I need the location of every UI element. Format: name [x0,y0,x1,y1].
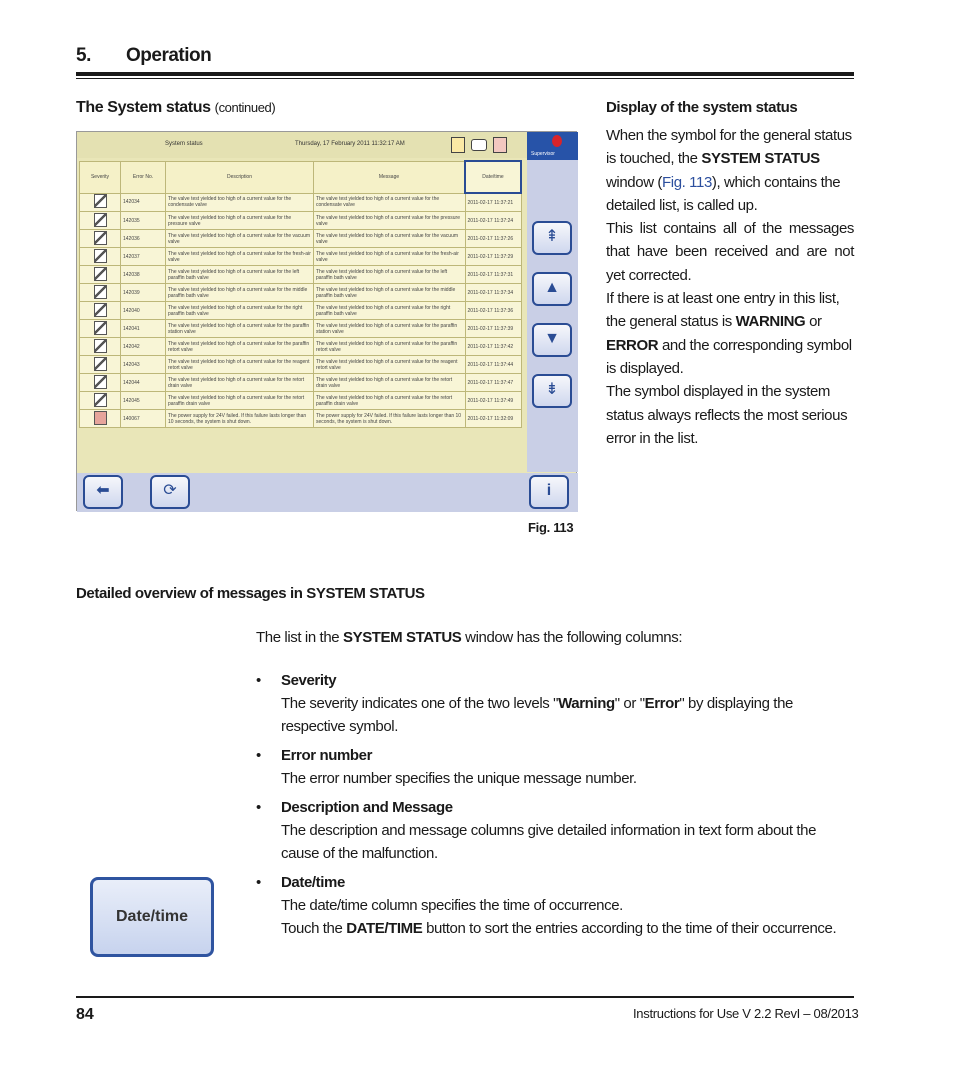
error-number-cell: 142036 [121,230,166,248]
table-row[interactable] [80,320,522,338]
warning-icon [94,194,107,208]
table-row[interactable] [80,212,522,230]
col-severity: Severity [80,161,121,193]
severity-cell [80,356,121,374]
message-cell: The valve test yielded too high of a current value for the condensate valve [314,193,466,212]
chapter-title: Operation [126,45,212,66]
date-time-cell: 2011-02-17 11:37:21 [465,193,521,212]
error-number-cell: 140067 [121,410,166,428]
date-time-cell: 2011-02-17 11:37:26 [465,230,521,248]
header-rule [76,72,854,76]
severity-cell [80,302,121,320]
message-cell: The valve test yielded too high of a current value for the retort paraffin drain valve [314,392,466,410]
right-column-text [606,124,854,450]
warning-icon [94,267,107,281]
severity-cell [80,410,121,428]
table-row[interactable] [80,248,522,266]
message-cell: The valve test yielded too high of a current value for the vacuum valve [314,230,466,248]
warning-icon [94,393,107,407]
description-cell: The valve test yielded too high of a current value for the retort drain valve [166,374,314,392]
message-cell: The valve test yielded too high of a current value for the middle paraffin bath valve [314,284,466,302]
error-number-cell: 142035 [121,212,166,230]
severity-cell [80,193,121,212]
double-chevron-down-icon: ⇟ [545,381,559,398]
bullet-text: The date/time column specifies the time of occurrence. [281,897,623,914]
error-number-cell: 142041 [121,320,166,338]
description-cell: The valve test yielded too high of a current value for the right paraffin bath valve [166,302,314,320]
bullet-text: The error number specifies the unique message number. [281,770,637,787]
date-time-cell: 2011-02-17 11:37:29 [465,248,521,266]
back-caption: Back [98,513,108,518]
table-row[interactable] [80,356,522,374]
table-row[interactable] [80,266,522,284]
section-title [76,99,275,117]
section-continued: (continued) [214,100,276,115]
severity-cell [80,284,121,302]
bullet-head: Date/time [281,874,345,891]
error-number-cell: 142040 [121,302,166,320]
error-icon [94,411,107,425]
severity-cell [80,266,121,284]
status-general-icon[interactable] [471,139,487,151]
back-button[interactable] [83,475,123,518]
scroll-up-button[interactable] [532,272,572,306]
bullet-text: Touch the DATE/TIME button to sort the entries according to the time of their occurrence. [281,920,837,937]
figure-link[interactable]: Fig. 113 [662,173,712,191]
table-row[interactable] [80,410,522,428]
triangle-up-icon: ▲ [544,279,560,296]
bottom-bar [77,473,578,518]
description-cell: The valve test yielded too high of a current value for the middle paraffin bath valve [166,284,314,302]
table-row[interactable] [80,338,522,356]
list-item: • Error number The error number specifies the unique message number. [256,744,854,790]
warning-icon [94,303,107,317]
message-cell: The valve test yielded too high of a current value for the paraffin retort valve [314,338,466,356]
error-number-cell: 142037 [121,248,166,266]
page-number: 84 [76,1006,94,1023]
scroll-top-button[interactable] [532,221,572,255]
warning-icon [94,249,107,263]
message-cell: The valve test yielded too high of a current value for the paraffin station valve [314,320,466,338]
severity-cell [80,320,121,338]
triangle-down-icon: ▼ [544,330,560,347]
date-time-sort-button[interactable]: Date/time [465,161,521,193]
paragraph-3: If there is at least one entry in this list, the general status is WARNING or ERROR and the corresponding symbol is displayed. [606,290,852,377]
description-cell: The valve test yielded too high of a current value for the pressure valve [166,212,314,230]
help-button[interactable] [529,475,569,518]
bullet-head: Description and Message [281,799,453,816]
date-time-cell: 2011-02-17 11:37:24 [465,212,521,230]
scroll-down-button[interactable] [532,323,572,357]
bullet-text: The severity indicates one of the two levels "Warning" or "Error" by displaying the respective symbol. [281,695,793,735]
date-time-cell: 2011-02-17 11:37:49 [465,392,521,410]
message-cell: The valve test yielded too high of a current value for the pressure valve [314,212,466,230]
severity-cell [80,212,121,230]
supervisor-badge [527,132,578,160]
date-time-cell: 2011-02-17 11:37:34 [465,284,521,302]
severity-cell [80,230,121,248]
date-time-cell: 2011-02-17 11:37:47 [465,374,521,392]
description-cell: The valve test yielded too high of a current value for the vacuum valve [166,230,314,248]
document-version: Instructions for Use V 2.2 RevI – 08/2013 [633,1006,859,1021]
error-number-cell: 142038 [121,266,166,284]
date-time-button-label: Date/time [115,908,189,925]
list-item: • Date/time The date/time column specifies the time of occurrence. Touch the DATE/TIME button to sort the entries according to the time of their occurrence. [256,871,854,940]
table-row[interactable] [80,284,522,302]
col-error-no: Error No. [121,161,166,193]
warning-icon [94,375,107,389]
date-time-cell: 2011-02-17 11:32:09 [465,410,521,428]
severity-cell [80,248,121,266]
severity-cell [80,392,121,410]
description-cell: The valve test yielded too high of a current value for the condensate valve [166,193,314,212]
table-row[interactable] [80,392,522,410]
error-number-cell: 142043 [121,356,166,374]
description-cell: The power supply for 24V failed. If this failure lasts longer than 10 seconds, the system is shut down. [166,410,314,428]
warning-icon [94,321,107,335]
status-note-icon[interactable] [451,137,465,153]
table-row[interactable] [80,374,522,392]
severity-cell [80,374,121,392]
double-chevron-up-icon: ⇞ [545,228,559,245]
date-time-button-illustration[interactable] [90,877,214,957]
date-time-cell: 2011-02-17 11:37:42 [465,338,521,356]
table-row[interactable] [80,302,522,320]
description-cell: The valve test yielded too high of a current value for the paraffin station valve [166,320,314,338]
error-number-cell: 142044 [121,374,166,392]
chapter-number: 5. [76,45,91,66]
error-number-cell: 142039 [121,284,166,302]
message-cell: The valve test yielded too high of a current value for the retort drain valve [314,374,466,392]
message-cell: The valve test yielded too high of a current value for the reagent retort valve [314,356,466,374]
table-row[interactable] [80,193,522,212]
user-label: Supervisor [531,151,555,157]
subsection-title: Detailed overview of messages in SYSTEM STATUS [76,585,425,602]
col-message: Message [314,161,466,193]
description-cell: The valve test yielded too high of a current value for the left paraffin bath valve [166,266,314,284]
date-time-cell: 2011-02-17 11:37:39 [465,320,521,338]
list-item: • Severity The severity indicates one of the two levels "Warning" or "Error" by displaying the respective symbol. [256,669,854,738]
logo-icon [552,135,562,147]
column-list [256,669,854,946]
warning-icon [94,285,107,299]
section-title-text: The System status [76,99,211,116]
table-row[interactable] [80,230,522,248]
description-cell: The valve test yielded too high of a current value for the paraffin retort valve [166,338,314,356]
bullet-head: Severity [281,672,337,689]
warning-icon [94,213,107,227]
warning-icon [94,339,107,353]
bullet-text: The description and message columns give detailed information in text form about the cause of the malfunction. [281,822,817,862]
message-cell: The valve test yielded too high of a current value for the left paraffin bath valve [314,266,466,284]
error-number-cell: 142034 [121,193,166,212]
date-time-cell: 2011-02-17 11:37:36 [465,302,521,320]
screen-datetime: Thursday, 17 February 2011 11:32:17 AM [295,141,405,147]
scroll-panel [527,160,578,472]
right-column-title: Display of the system status [606,99,798,116]
error-number-cell: 142042 [121,338,166,356]
message-cell: The power supply for 24V failed. If this failure lasts longer than 10 seconds, the system is shut down. [314,410,466,428]
paragraph-1: When the symbol for the general status is touched, the SYSTEM STATUS window (Fig. 113), which contains the detailed list, is called up. [606,127,852,214]
date-time-cell: 2011-02-17 11:37:31 [465,266,521,284]
figure-label: Fig. 113 [528,520,574,535]
status-icons [451,137,513,155]
message-cell: The valve test yielded too high of a current value for the right paraffin bath valve [314,302,466,320]
warning-icon [94,357,107,371]
paragraph-4: The symbol displayed in the system status always reflects the most serious error in the list. [606,383,848,447]
col-description: Description [166,161,314,193]
system-status-screenshot [76,131,577,518]
error-number-cell: 142045 [121,392,166,410]
description-cell: The valve test yielded too high of a current value for the reagent retort valve [166,356,314,374]
header-rule-thin [76,78,854,79]
chapter-heading [76,45,211,67]
description-cell: The valve test yielded too high of a current value for the retort paraffin drain valve [166,392,314,410]
screen-title-bar [77,132,527,158]
description-cell: The valve test yielded too high of a current value for the fresh-air valve [166,248,314,266]
refresh-caption: Refresh [162,513,177,518]
severity-cell [80,338,121,356]
info-icon: i [546,482,552,499]
message-cell: The valve test yielded too high of a current value for the fresh-air valve [314,248,466,266]
refresh-button[interactable] [150,475,190,518]
intro-text: The list in the SYSTEM STATUS window has the following columns: [256,629,683,646]
date-time-cell: 2011-02-17 11:37:44 [465,356,521,374]
status-error-icon[interactable] [493,137,507,153]
arrow-left-icon: ⬅ [96,482,110,499]
scroll-bottom-button[interactable] [532,374,572,408]
screen-title: System status [165,141,203,147]
paragraph-2: This list contains all of the messages that have been received and are not yet corrected. [606,220,854,284]
list-item: • Description and Message The description and message columns give detailed information in text form about the cause of the malfunction. [256,796,854,865]
warning-icon [94,231,107,245]
system-status-table [79,160,522,428]
help-caption: Help [544,513,554,518]
footer-rule [76,996,854,998]
bullet-head: Error number [281,747,373,764]
refresh-icon: ⟳ [163,482,177,499]
